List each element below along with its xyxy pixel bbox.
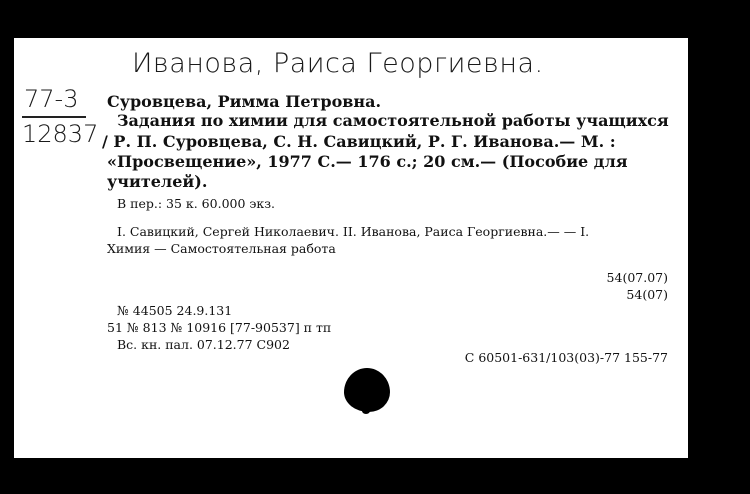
title-line-2: / Р. П. Суровцева, С. Н. Савицкий, Р. Г. Иванова.— М. : <box>102 132 616 151</box>
handwritten-code-bottom: 12837 <box>22 120 99 148</box>
author-line: Суровцева, Римма Петровна. <box>107 92 382 111</box>
number-line-3: Вс. кн. пал. 07.12.77 С902 <box>117 337 290 352</box>
title-line-1: Задания по химии для самостоятельной работы учащихся <box>117 111 669 130</box>
bottom-code: С 60501-631/103(03)-77 155-77 <box>464 350 668 365</box>
title-line-3: «Просвещение», 1977 С.— 176 с.; 20 см.— (Пособие для <box>107 152 628 171</box>
handwritten-divider <box>22 116 86 118</box>
classification-2: 54(07) <box>626 287 668 302</box>
catalog-card <box>14 38 688 458</box>
handwritten-name: Иванова, Раиса Георгиевна. <box>132 48 544 79</box>
price-line: В пер.: 35 к. 60.000 экз. <box>117 196 276 211</box>
entries-line-2: Химия — Самостоятельная работа <box>107 241 336 256</box>
handwritten-code-top: 77-3 <box>24 85 79 113</box>
title-line-4: учителей). <box>107 172 208 191</box>
number-line-2: 51 № 813 № 10916 [77-90537] п тп <box>107 320 332 335</box>
ink-blot <box>344 368 390 412</box>
number-line-1: № 44505 24.9.131 <box>117 303 233 318</box>
classification-1: 54(07.07) <box>606 270 668 285</box>
entries-line-1: I. Савицкий, Сергей Николаевич. II. Иванова, Раиса Георгиевна.— — I. <box>117 224 590 239</box>
